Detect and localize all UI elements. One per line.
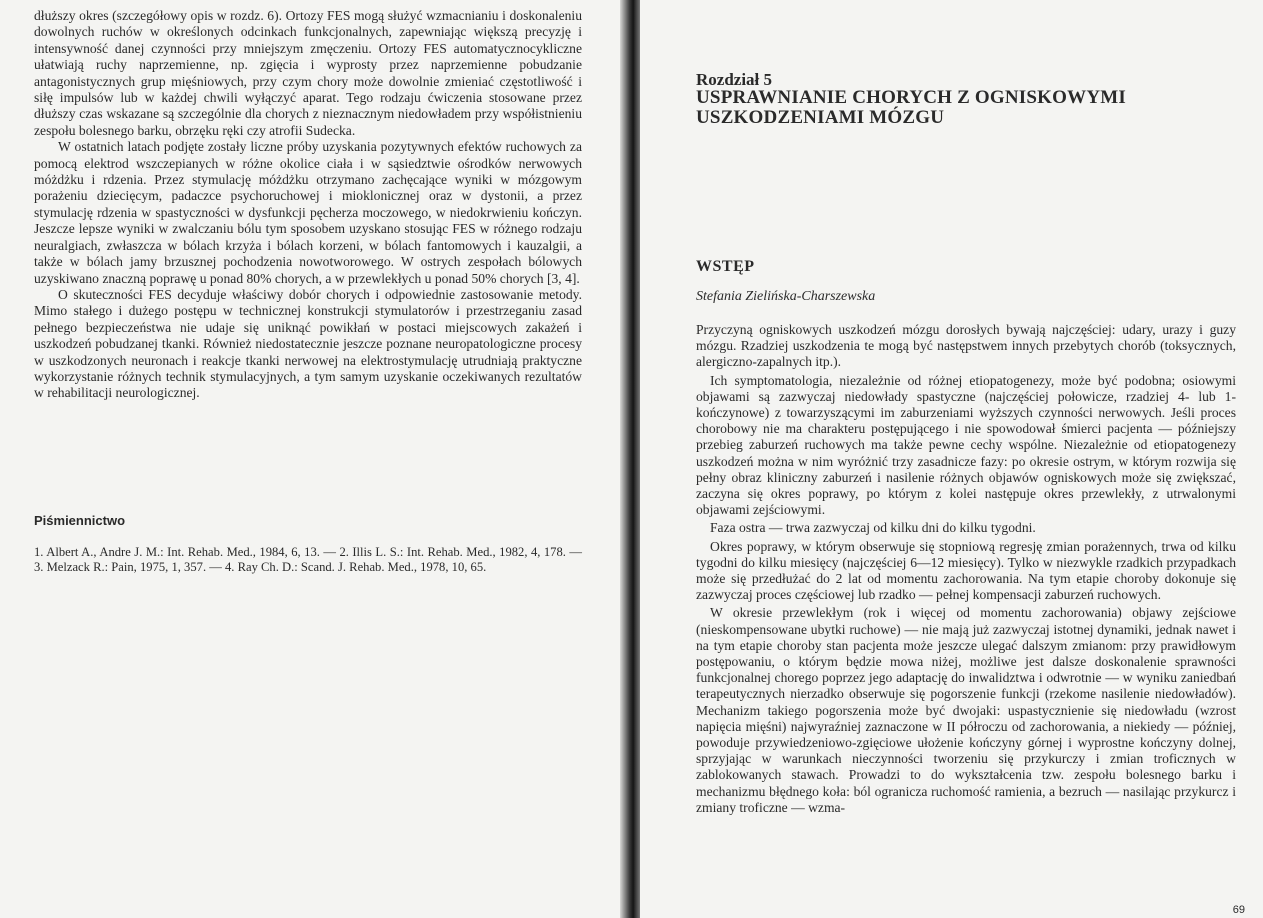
author-name: Stefania Zielińska-Charszewska (696, 289, 876, 304)
left-page (0, 0, 624, 918)
left-text-column (34, 8, 582, 402)
left-paragraph-1: dłuższy okres (szczegółowy opis w rozdz. 6). Ortozy FES mogą służyć wzmacnianiu i doskonaleniu dowolnych ruchów w określonych odcinkach funkcjonalnych, zapewniając większą precyzję i intensywność danej czynności przy mniejszym zmęczeniu. Ortozy FES automatycznocykliczne ułatwiają ruchy naprzemienne, np. zgięcia i wyprosty przez naprzemienne pobudzanie antagonistycznych grup mięśniowych, przy czym chory może dowolnie zmieniać częstotliwość i siłę impulsów lub w każdej chwili wyłączyć aparat. Tego rodzaju ćwiczenia stosowane przez dłuższy czas wskazane są szczególnie dla chorych z nieznacznym niedowładem przy współistnieniu zespołu bolesnego barku, obrzęku ręki czy atrofii Sudecka. (34, 8, 582, 138)
right-paragraph-2: Ich symptomatologia, niezależnie od różnej etiopatogenezy, może być podobna; osiowymi objawami są zazwyczaj niedowłady spastyczne (najczęściej połowicze, rzadziej 4- lub 1-kończynowe) z towarzyszącymi im zaburzeniami wyższych czynności nerwowych. Jeśli proces chorobowy nie ma charakteru postępującego i nie spowodował śmierci pacjenta — późniejszy przebieg zaburzeń ruchowych ma także pewne cechy wspólne. Niezależnie od etiopatogenezy uszkodzeń można w nim wyróżnić trzy zasadnicze fazy: po okresie ostrym, w którym rozwija się pełny obraz kliniczny zaburzeń i nasilenie różnych objawów ogniskowych może się zwiększać, zaczyna się okres poprawy, po którym z kolei następuje okres przewlekły, z utrwalonymi objawami zejściowymi. (696, 372, 1236, 518)
right-paragraph-1: Przyczyną ogniskowych uszkodzeń mózgu dorosłych bywają najczęściej: udary, urazy i guzy mózgu. Rzadziej uszkodzenia te mogą być następstwem innych przebytych chorób (toksycznych, alergiczno-zapalnych itp.). (696, 322, 1236, 370)
right-paragraph-3: Faza ostra — trwa zazwyczaj od kilku dni do kilku tygodni. (710, 520, 1036, 536)
chapter-title: USPRAWNIANIE CHORYCH Z OGNISKOWYMI USZKODZENIAMI MÓZGU (696, 87, 1126, 128)
right-page (640, 0, 1263, 918)
left-paragraph-3: O skuteczności FES decyduje właściwy dobór chorych i odpowiednie zastosowanie metody. Mimo stałego i dużego postępu w technicznej konstrukcji stymulatorów i przestrzeganiu zasad pełnego bezpieczeństwa nie udaje się uniknąć powikłań w postaci miejscowych zakażeń i uszkodzeń pobudzanej tkanki. Również niedostatecznie jeszcze poznane neuropatologiczne procesy w uszkodzonych neuronach i reakcje tkanki nerwowej na elektrostymulację utrudniają praktyczne wykorzystanie różnych technik stymulacyjnych, a tym samym uzyskanie oczekiwanych rezultatów w rehabilitacji neurologicznej. (34, 286, 582, 401)
right-paragraph-4: Okres poprawy, w którym obserwuje się stopniową regresję zmian porażennych, trwa od kilku tygodni do kilku miesięcy (najczęściej 6—12 miesięcy). Tylko w niezwykle rzadkich przypadkach może się przedłużać do 2 lat od momentu zachorowania. Na tym etapie choroby dokonuje się zazwyczaj proces częściowej lub rzadko — pełnej kompensacji zaburzeń ruchowych. (696, 538, 1236, 603)
left-paragraph-2: W ostatnich latach podjęte zostały liczne próby uzyskania pozytywnych efektów ruchowych za pomocą elektrod wszczepianych w różne okolice ciała i w sąsiedztwie ośrodków nerwowych móżdżku i rdzenia. Przez stymulację móżdżku otrzymano zachęcające wyniki w mózgowym porażeniu dziecięcym, padaczce psychoruchowej i mioklonicznej oraz w dystonii, a przez stymulację rdzenia w spastyczności w dysfunkcji pęcherza moczowego, w niedokrwieniu kończyn. Jeszcze lepsze wyniki w zwalczaniu bólu tym sposobem uzyskano stosując FES w różnego rodzaju neuralgiach, zwłaszcza w bólach krzyża i bólach korzeni, w bólach fantomowych i kauzalgii, a także w bólach jamy brzusznej pochodzenia nowotworowego. W ostrych zespołach bólowych uzyskiwano znaczną poprawę u ponad 80% chorych, a w przewlekłych u ponad 50% chorych [3, 4]. (34, 139, 582, 286)
section-heading: WSTĘP (696, 258, 755, 275)
references-list: 1. Albert A., Andre J. M.: Int. Rehab. Med., 1984, 6, 13. — 2. Illis L. S.: Int. Rehab. Med., 1982, 4, 178. — 3. Melzack R.: Pain, 1975, 1, 357. — 4. Ray Ch. D.: Scand. J. Rehab. Med., 1978, 10, 65. (34, 545, 582, 574)
references-title: Piśmiennictwo (34, 513, 126, 528)
page-number: 69 (1232, 904, 1245, 916)
chapter-label: Rozdział 5 (696, 70, 773, 89)
right-paragraph-5: W okresie przewlekłym (rok i więcej od momentu zachorowania) objawy zejściowe (nieskompensowane ubytki ruchowe) — nie mają już zazwyczaj istotnej dynamiki, jednak nawet i na tym etapie choroby stan pacjenta może jeszcze ulegać dalszym zmianom: przy prawidłowym postępowaniu, o którym będzie mowa niżej, możliwe jest dalsze doskonalenie sprawności funkcjonalnej chorego poprzez jego adaptację do inwalidztwa i odwrotnie — w wyniku zaniedbań terapeutycznych nierzadko obserwuje się pogorszenie funkcji (rzekome nasilenie niedowładów). Mechanizm takiego pogorszenia może być dwojaki: uspastycznienie się niedowładu (wzrost napięcia mięśni) najwyraźniej zaznaczone w II półroczu od zachorowania, a niekiedy — później, powoduje przywiedzeniowo-zgięciowe ułożenie kończyny górnej i wyprostne kończyny dolnej, sprzyjając w warunkach nieczynności tworzeniu się przykurczy i zmian troficznych w zablokowanych stawach. Prowadzi to do wykształcenia tzw. zespołu bolesnego barku i mechanizmu błędnego koła: ból ogranicza ruchomość ramienia, a bezruch — nasilając przykurcz i zmiany troficzne — wzma- (696, 605, 1236, 815)
right-text-column (696, 322, 1236, 818)
